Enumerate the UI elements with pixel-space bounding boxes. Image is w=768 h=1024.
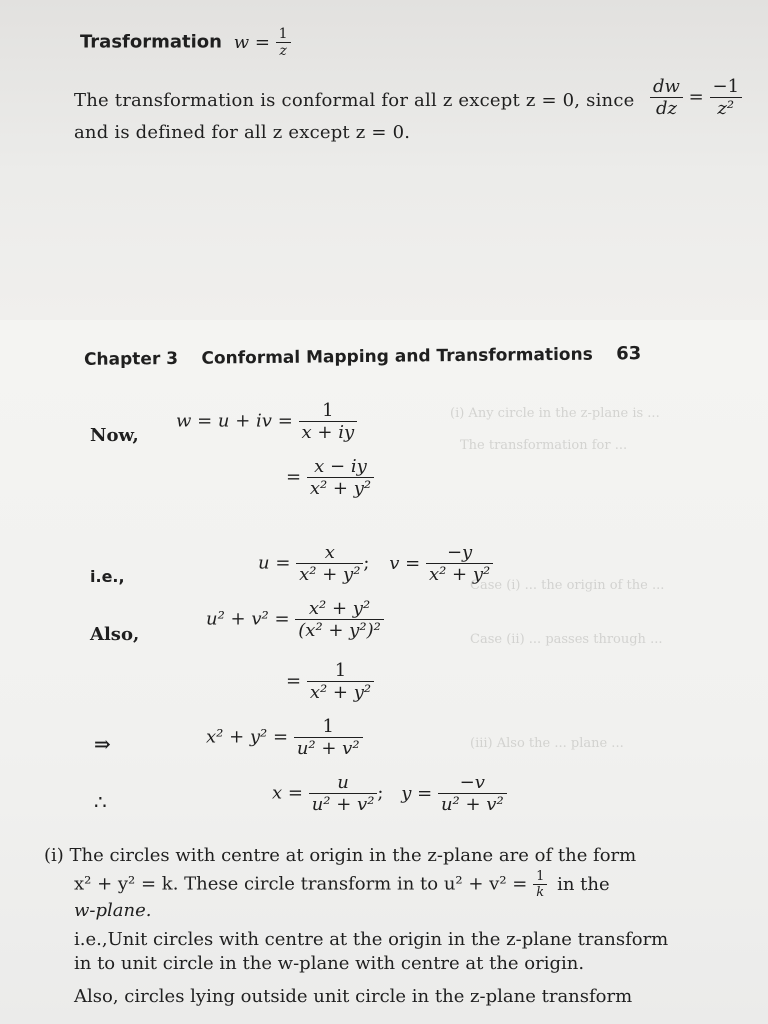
item-i-line-2 [74,869,610,900]
item-i-line-1: (i) The circles with centre at origin in the z-plane are of the form [44,845,637,866]
also-label: Also, [90,624,140,645]
eq3-fraction [307,660,374,703]
one-over-k-num: 1 [533,869,547,885]
now-lhs: w = u + iv = [176,410,293,432]
page-number: 63 [616,343,642,365]
eq3-num: 1 [307,660,374,682]
uv-semicolon: ; [363,552,370,574]
v-lhs: v = [389,552,421,574]
running-header [84,343,641,370]
minus-one-over-z-sq [710,76,743,119]
minus-one: −1 [710,76,743,98]
imp-lhs: x² + y² = [206,726,289,748]
eq2-line [286,456,374,499]
bleed-through-text: (iii) Also the ... plane ... [470,736,624,751]
bleed-through-text: Case (i) ... the origin of the ... [470,578,665,593]
implies-equation [206,716,363,759]
uv-equations [258,542,493,585]
now-num: 1 [299,400,358,422]
also-num: x² + y² [295,598,384,620]
z-squared: z² [717,98,735,119]
chapter-title: Conformal Mapping and Transformations [201,344,593,369]
ie-label: i.e., [90,567,125,586]
derivative-expression [650,76,742,119]
one-over-k [533,869,547,900]
eq2-fraction [307,456,374,499]
chapter-label: Chapter 3 [83,348,179,370]
now-fraction [299,400,358,443]
also-den: (x² + y²)² [298,620,381,641]
eq2-num: x − iy [307,456,374,478]
eq3-line [286,660,374,703]
xy-semicolon: ; [377,782,384,804]
also-lhs: u² + v² = [206,608,290,630]
now-den: x + iy [301,422,355,443]
v-den: x² + y² [428,564,491,585]
v-num: −y [426,542,493,564]
y-num: −v [438,772,507,794]
eq3-sign: = [286,670,302,692]
bleed-through-text: (i) Any circle in the z-plane is ... [450,406,660,421]
deriv-eq: = [688,86,704,108]
dz: dz [655,98,677,119]
u-den: x² + y² [299,564,361,585]
u-num: x [296,542,363,564]
eq3-den: x² + y² [309,682,372,703]
imp-num: 1 [294,716,363,738]
x-den: u² + v² [311,794,375,815]
eq2-den: x² + y² [309,478,372,499]
therefore-symbol: ∴ [94,790,107,814]
heading-frac-num: 1 [276,26,291,43]
also-para-line-1: Also, circles lying outside unit circle in the z-plane transform [74,986,633,1007]
now-label: Now, [90,425,139,446]
x-num: u [309,772,378,794]
one-over-k-den: k [536,885,545,900]
y-den: u² + v² [440,794,504,815]
top-page [0,0,768,320]
para-line-2: and is defined for all z except z = 0. [74,122,411,143]
also-equation [206,598,384,641]
bottom-page [0,320,768,1024]
heading-eq-lhs: w = [233,31,270,53]
eq2-sign: = [286,466,302,488]
heading-fraction [276,26,291,59]
bleed-through-text: Case (ii) ... passes through ... [470,632,663,647]
ie-para-line-1: i.e.,Unit circles with centre at the origin in the z-plane transform [74,929,669,950]
imp-fraction [294,716,363,759]
y-lhs: y = [401,782,433,804]
imp-den: u² + v² [296,738,360,759]
v-fraction [426,542,493,585]
u-lhs: u = [258,552,291,574]
ie-para-line-2: in to unit circle in the w-plane with centre at the origin. [74,953,585,974]
now-equation [176,400,357,443]
xy-equations [272,772,507,815]
dw-dz-fraction [650,76,683,119]
y-fraction [438,772,507,815]
item-i-line-2a: x² + y² = k. These circle transform in to u² + v² = [74,873,528,895]
x-fraction [309,772,378,815]
u-fraction [296,542,363,585]
para-line-1: The transformation is conformal for all z except z = 0, since [74,90,635,111]
heading-label: Trasformation [80,31,222,53]
implies-symbol: ⇒ [94,732,111,756]
heading-frac-den: z [279,43,287,59]
x-lhs: x = [272,782,303,804]
also-fraction [295,598,384,641]
bleed-through-text: The transformation for ... [460,438,628,453]
dw: dw [650,76,683,98]
item-i-line-2b: in the [557,873,610,895]
item-i-line-3: w-plane. [74,900,152,921]
heading-line [80,26,291,59]
